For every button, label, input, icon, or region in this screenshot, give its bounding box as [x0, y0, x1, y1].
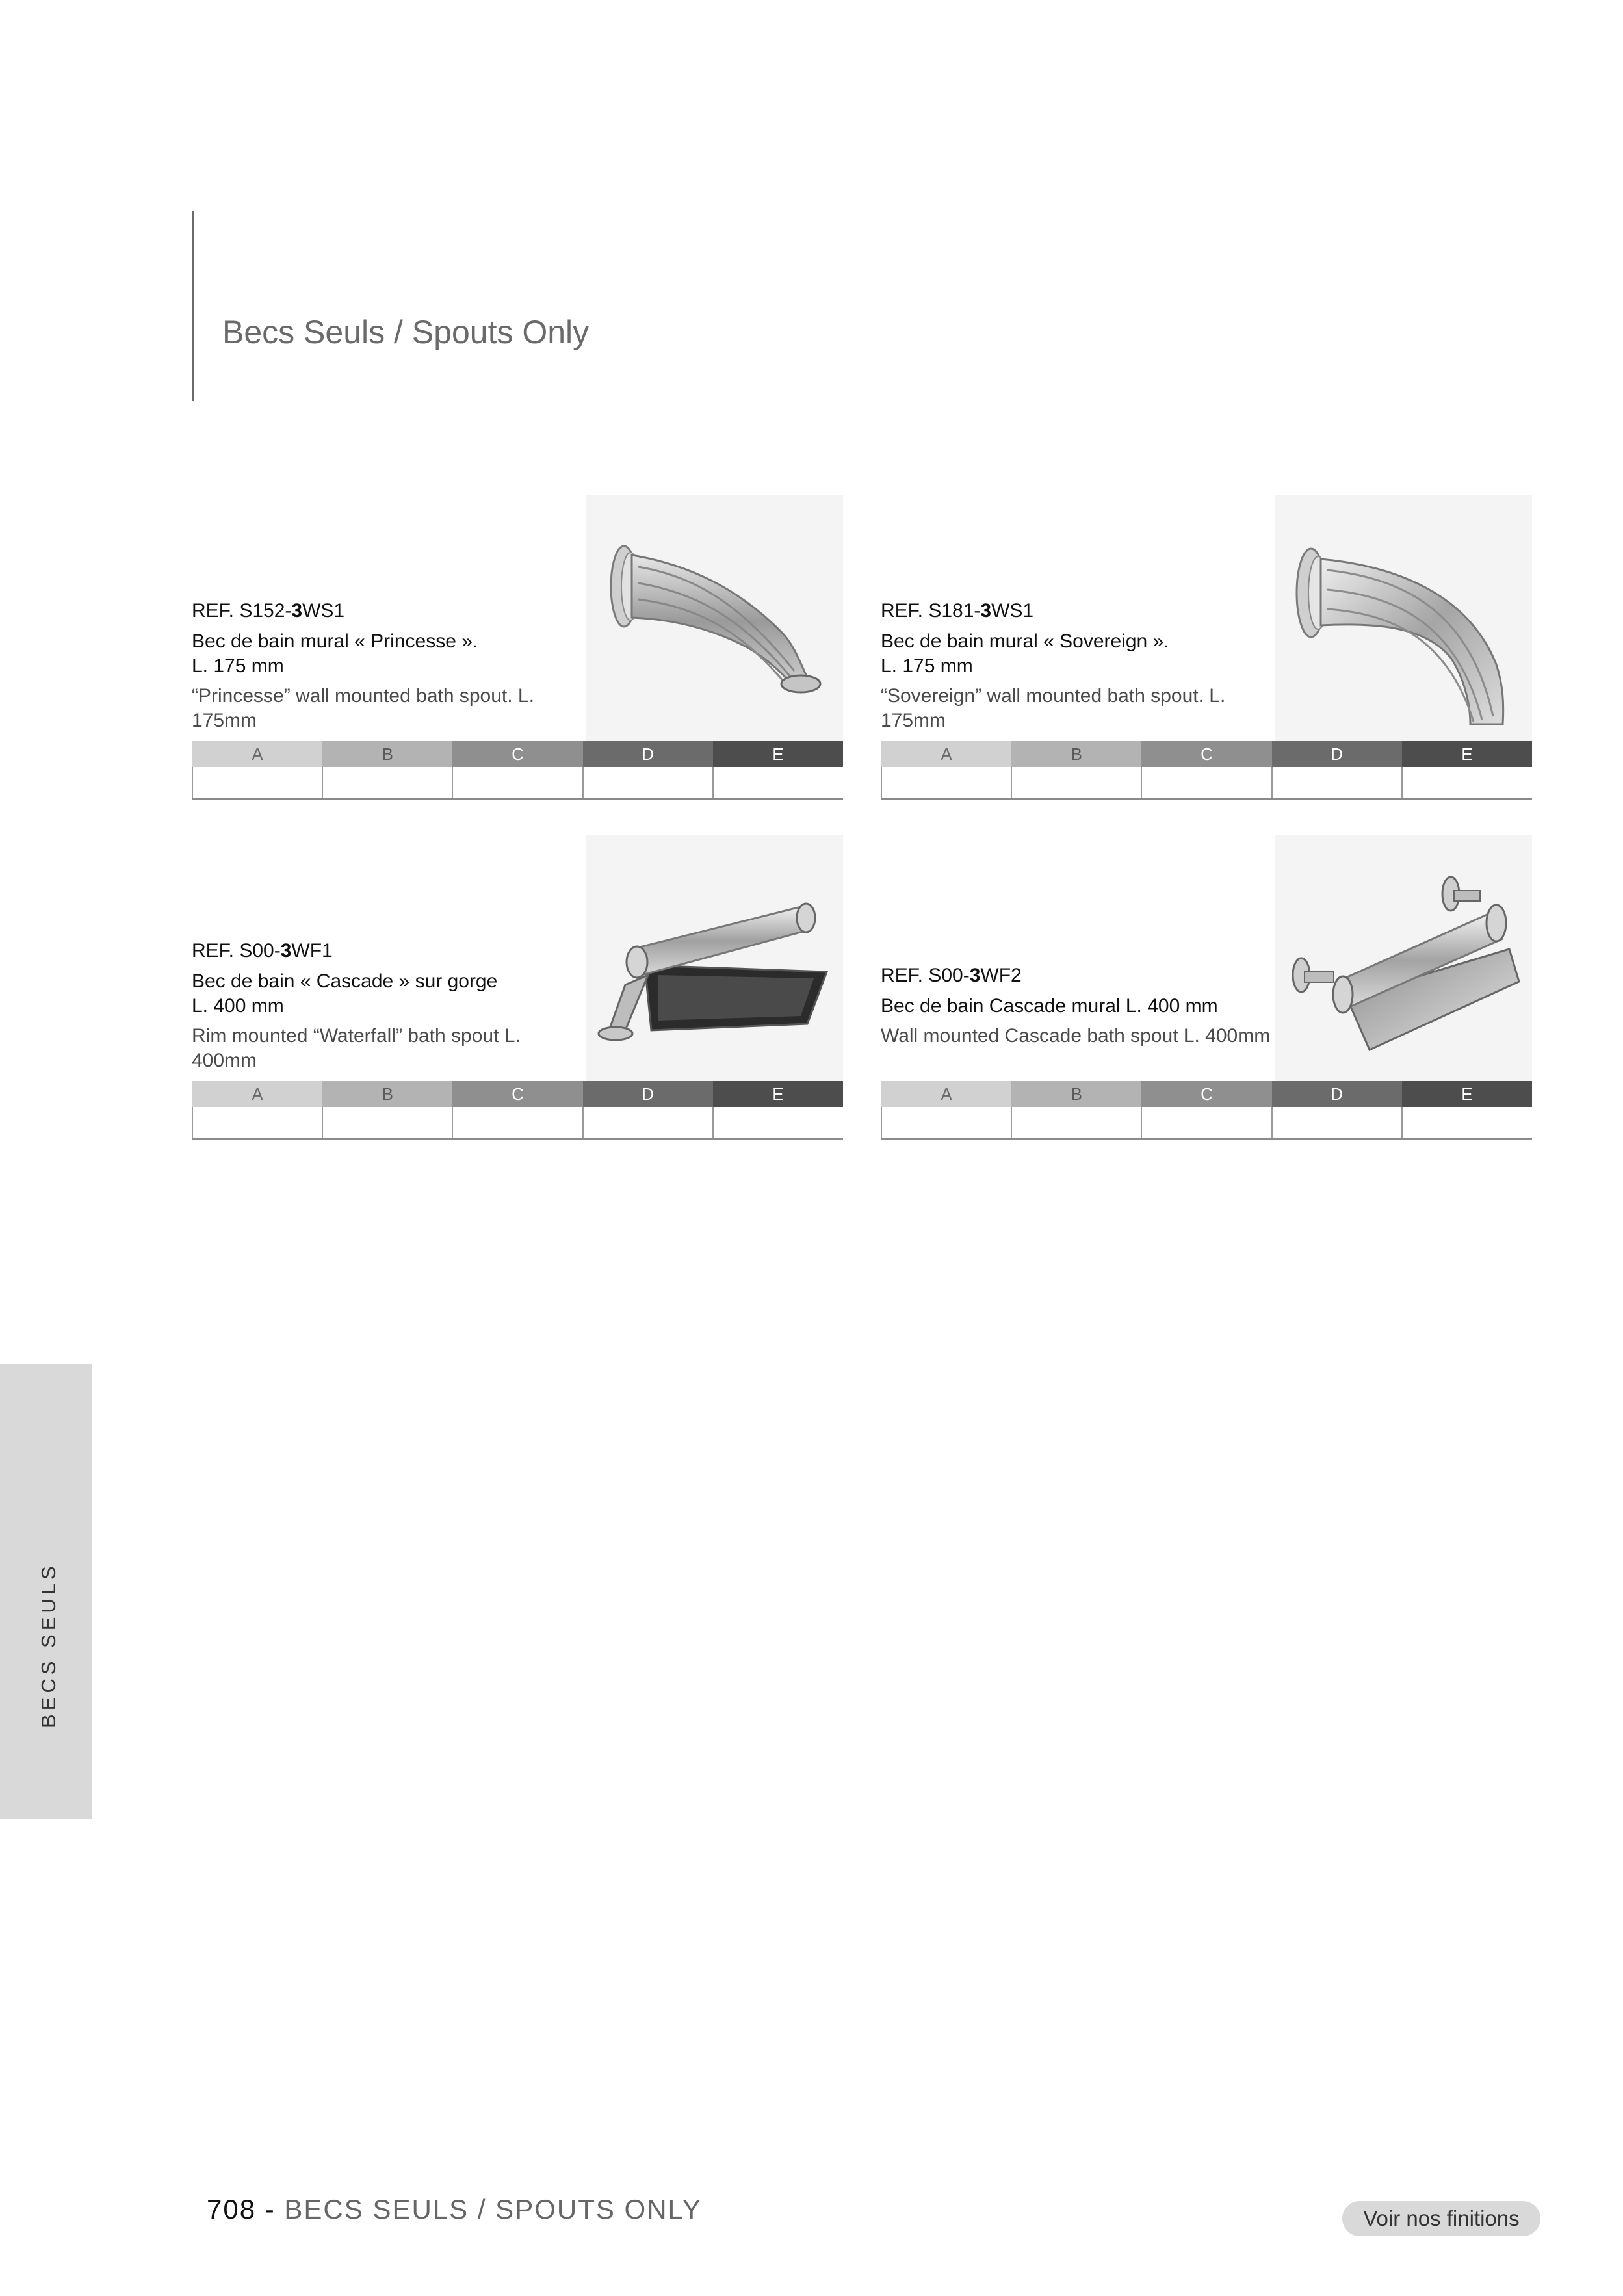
title-divider — [192, 211, 194, 401]
product-desc-en: “Sovereign” wall mounted bath spout. L. 175mm — [881, 685, 1226, 731]
finish-cell — [1272, 1107, 1402, 1139]
finish-cell — [1272, 767, 1402, 799]
product-text — [192, 598, 582, 733]
finish-cell — [1011, 767, 1141, 799]
finish-cell — [452, 767, 582, 799]
finish-header-e: E — [713, 1081, 843, 1107]
finish-table — [881, 1081, 1532, 1140]
finish-table — [881, 741, 1532, 800]
product-length-fr: L. 400 mm — [192, 995, 284, 1017]
finish-cell — [881, 767, 1011, 799]
finish-cell — [192, 1107, 322, 1139]
finish-cell — [192, 767, 322, 799]
product-desc-fr: Bec de bain mural « Sovereign ». — [881, 631, 1169, 652]
finish-header-b: B — [322, 741, 452, 767]
product-card — [881, 495, 1532, 840]
sovereign-spout-icon — [1275, 495, 1532, 755]
finish-cell — [322, 1107, 452, 1139]
product-card — [881, 835, 1532, 1180]
princesse-spout-icon — [586, 495, 843, 755]
finish-header-c: C — [1141, 1081, 1271, 1107]
finish-header-c: C — [452, 741, 582, 767]
product-desc-en: Rim mounted “Waterfall” bath spout L. 400mm — [192, 1025, 521, 1071]
finish-header-d: D — [583, 741, 713, 767]
finish-header-a: A — [881, 1081, 1011, 1107]
finish-header-e: E — [713, 741, 843, 767]
product-desc-en: “Princesse” wall mounted bath spout. L. 175mm — [192, 685, 534, 731]
product-ref: REF. S152-3WS1 — [192, 600, 345, 621]
product-desc-fr: Bec de bain mural « Princesse ». — [192, 631, 478, 652]
page-number: 708 — [207, 2194, 257, 2224]
product-image — [1275, 835, 1532, 1095]
product-image — [586, 495, 843, 755]
finish-header-b: B — [322, 1081, 452, 1107]
product-card — [192, 495, 843, 840]
finish-header-c: C — [1141, 741, 1271, 767]
finish-header-b: B — [1011, 741, 1141, 767]
finish-cell — [713, 767, 843, 799]
finish-header-e: E — [1402, 741, 1532, 767]
product-ref: REF. S181-3WS1 — [881, 600, 1034, 621]
finish-cell — [452, 1107, 582, 1139]
finish-cell — [881, 1107, 1011, 1139]
finish-cell — [713, 1107, 843, 1139]
section-side-tab[interactable] — [0, 1364, 92, 1819]
product-image — [586, 835, 843, 1095]
finish-cell — [583, 1107, 713, 1139]
finish-header-d: D — [583, 1081, 713, 1107]
product-length-fr: L. 175 mm — [192, 655, 284, 677]
product-desc-fr: Bec de bain « Cascade » sur gorge — [192, 971, 498, 992]
product-desc-fr: Bec de bain Cascade mural L. 400 mm — [881, 995, 1218, 1017]
rim-cascade-spout-icon — [586, 835, 843, 1095]
finish-header-b: B — [1011, 1081, 1141, 1107]
page-footer — [207, 2194, 702, 2225]
finish-cell — [1141, 767, 1271, 799]
finish-cell — [1402, 1107, 1532, 1139]
wall-cascade-spout-icon — [1275, 835, 1532, 1095]
finish-header-a: A — [192, 1081, 322, 1107]
product-text — [881, 598, 1271, 733]
product-ref: REF. S00-3WF1 — [192, 940, 333, 961]
footer-separator: - — [256, 2194, 285, 2224]
product-length-fr: L. 175 mm — [881, 655, 973, 677]
finish-cell — [1011, 1107, 1141, 1139]
finish-header-d: D — [1272, 1081, 1402, 1107]
product-text — [881, 963, 1271, 1049]
finish-header-e: E — [1402, 1081, 1532, 1107]
finish-cell — [583, 767, 713, 799]
product-image — [1275, 495, 1532, 755]
page-title: Becs Seuls / Spouts Only — [222, 313, 590, 350]
view-finishes-button[interactable]: Voir nos finitions — [1342, 2201, 1540, 2236]
finish-header-c: C — [452, 1081, 582, 1107]
finish-cell — [322, 767, 452, 799]
finish-table — [192, 1081, 843, 1140]
finish-cell — [1141, 1107, 1271, 1139]
finish-header-a: A — [192, 741, 322, 767]
product-text — [192, 938, 582, 1073]
finish-header-a: A — [881, 741, 1011, 767]
product-card — [192, 835, 843, 1180]
finish-table — [192, 741, 843, 800]
finish-header-d: D — [1272, 741, 1402, 767]
product-ref: REF. S00-3WF2 — [881, 965, 1022, 986]
side-tab-label: BECS SEULS — [37, 1562, 60, 1728]
footer-section-title: BECS SEULS / SPOUTS ONLY — [284, 2194, 702, 2224]
product-desc-en: Wall mounted Cascade bath spout L. 400mm — [881, 1025, 1271, 1047]
finish-cell — [1402, 767, 1532, 799]
